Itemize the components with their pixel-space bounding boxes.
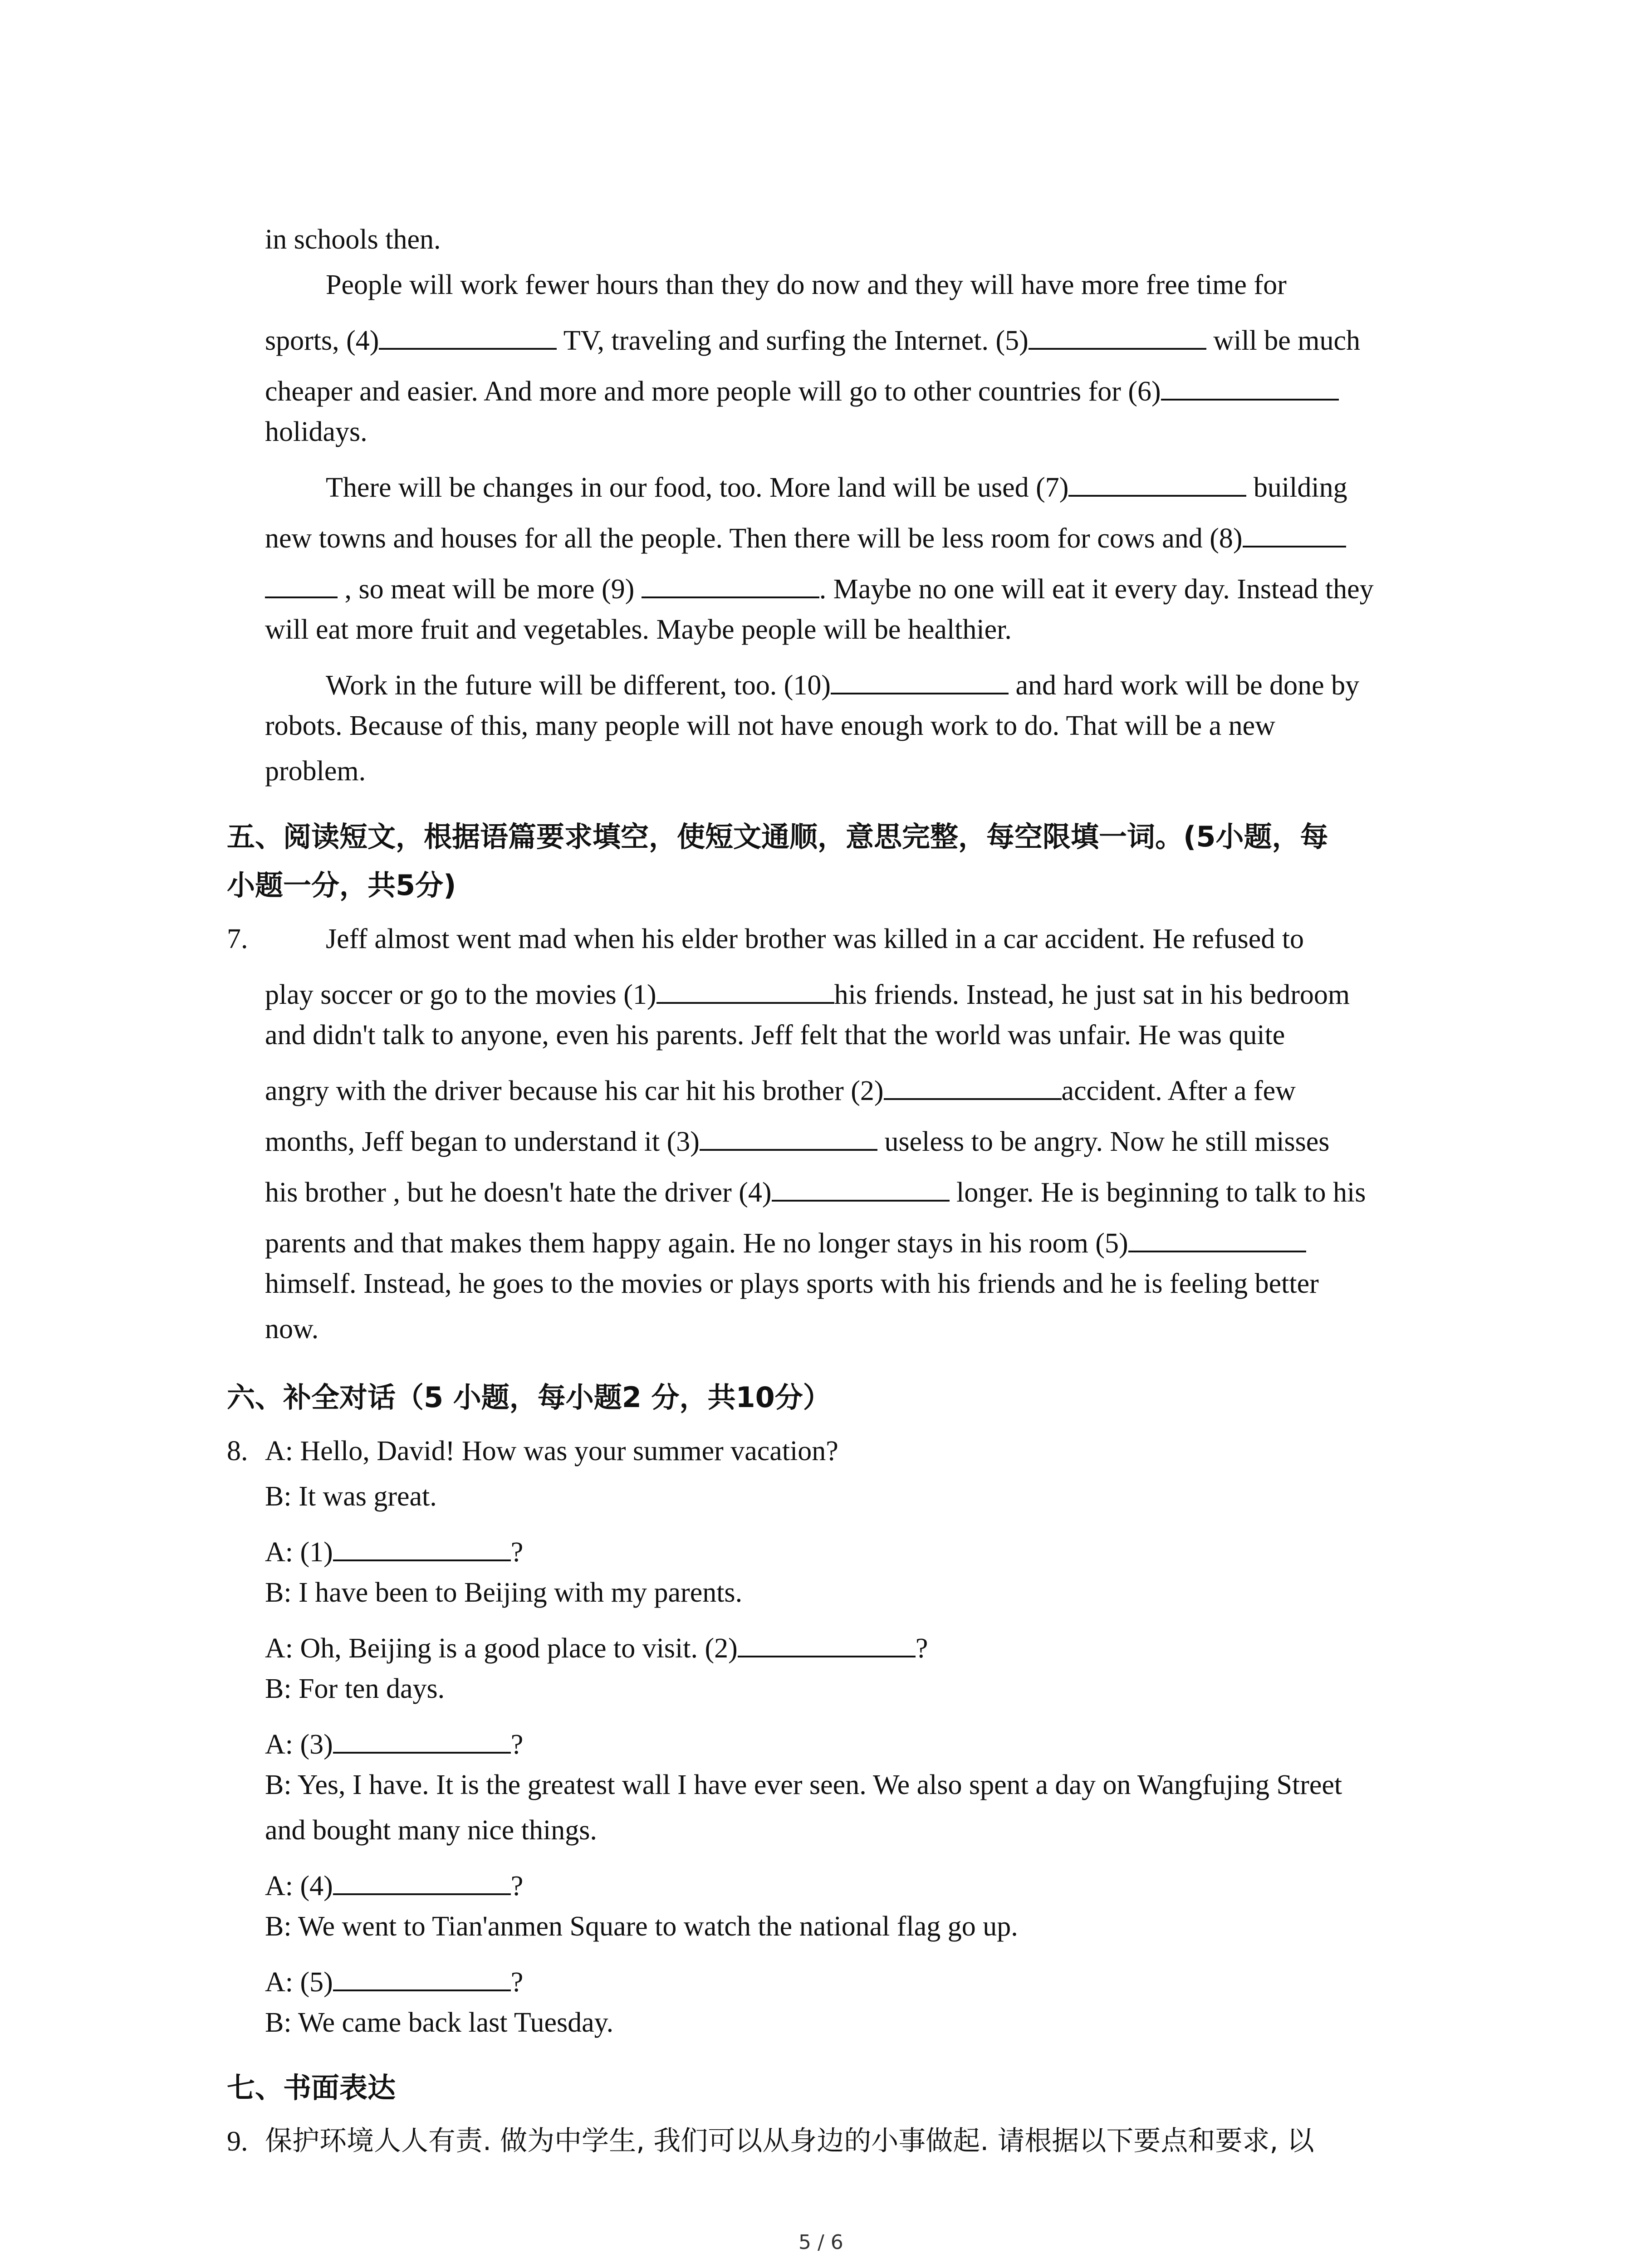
answer-blank: [1029, 322, 1206, 350]
answer-blank: [333, 1533, 511, 1561]
page-number: 5 / 6: [798, 2231, 843, 2254]
answer-blank: [1161, 372, 1339, 401]
text-span: and hard work will be done by: [1009, 670, 1360, 701]
text-line: now.: [265, 1314, 319, 1344]
text-line: [265, 1224, 1306, 1257]
text-span: TV, traveling and surfing the Internet. (5): [557, 325, 1029, 356]
answer-blank: [884, 1072, 1062, 1100]
dialogue-line: B: We came back last Tuesday.: [265, 2007, 614, 2038]
section-heading: 六、补全对话（5 小题，每小题2 分，共10分）: [227, 1381, 831, 1414]
text-line: [265, 570, 1374, 603]
answer-blank: [333, 1963, 511, 1991]
text-line: [326, 469, 1347, 502]
text-span: . Maybe no one will eat it every day. Instead they: [819, 574, 1374, 605]
text-span: will be much: [1206, 325, 1361, 356]
text-span: There will be changes in our food, too. More land will be used (7): [326, 472, 1069, 503]
answer-blank: [333, 1867, 511, 1895]
text-span: A: (1): [265, 1537, 333, 1568]
text-line: Jeff almost went mad when his elder brother was killed in a car accident. He refused to: [326, 924, 1304, 954]
text-line: [265, 372, 1339, 406]
text-line: [326, 666, 1359, 699]
answer-blank: [1128, 1224, 1306, 1252]
text-span: cheaper and easier. And more and more people will go to other countries for (6): [265, 376, 1161, 407]
text-line: and didn't talk to anyone, even his parents. Jeff felt that the world was unfair. He was quite: [265, 1020, 1285, 1051]
text-line: [265, 519, 1346, 552]
dialogue-line: [265, 1629, 928, 1662]
text-line: People will work fewer hours than they do now and they will have more free time for: [326, 269, 1287, 300]
text-span: , so meat will be more (9): [338, 574, 642, 605]
text-line: in schools then.: [265, 224, 441, 255]
text-span: parents and that makes them happy again. He no longer stays in his room (5): [265, 1228, 1128, 1259]
answer-blank: [656, 976, 834, 1004]
text-line: 保护环境人人有责. 做为中学生, 我们可以从身边的小事做起. 请根据以下要点和要求, 以: [265, 2125, 1314, 2157]
text-span: months, Jeff began to understand it (3): [265, 1126, 700, 1157]
text-span: sports, (4): [265, 325, 379, 356]
text-span: his friends. Instead, he just sat in his bedroom: [834, 979, 1350, 1010]
section-heading: 五、阅读短文，根据语篇要求填空，使短文通顺，意思完整，每空限填一词。(5小题，每: [227, 820, 1328, 853]
dialogue-line: [265, 1963, 523, 1996]
answer-blank: [265, 570, 338, 598]
text-line: holidays.: [265, 416, 367, 447]
text-span: A: Oh, Beijing is a good place to visit. (2): [265, 1633, 738, 1664]
section-heading: 小题一分，共5分): [227, 869, 456, 902]
text-span: Work in the future will be different, too. (10): [326, 670, 831, 701]
dialogue-line: and bought many nice things.: [265, 1815, 597, 1846]
text-span: A: (4): [265, 1871, 333, 1901]
answer-blank: [333, 1725, 511, 1754]
text-span: his brother , but he doesn't hate the driver (4): [265, 1177, 772, 1208]
text-span: angry with the driver because his car hit his brother (2): [265, 1075, 884, 1106]
text-span: A: (3): [265, 1729, 333, 1760]
text-span: ?: [510, 1537, 524, 1568]
answer-blank: [379, 322, 557, 350]
dialogue-line: B: We went to Tian'anmen Square to watch the national flag go up.: [265, 1911, 1018, 1942]
dialogue-line: B: I have been to Beijing with my parents.: [265, 1577, 743, 1608]
dialogue-line: B: For ten days.: [265, 1673, 445, 1704]
text-line: [265, 322, 1360, 355]
section-heading: 七、书面表达: [227, 2071, 396, 2104]
dialogue-line: B: Yes, I have. It is the greatest wall I have ever seen. We also spent a day on Wangfujing Street: [265, 1769, 1342, 1800]
text-line: will eat more fruit and vegetables. Maybe people will be healthier.: [265, 614, 1012, 645]
question-number: 8.: [227, 1436, 248, 1466]
text-line: [265, 976, 1350, 1009]
text-line: himself. Instead, he goes to the movies or plays sports with his friends and he is feeling better: [265, 1268, 1319, 1299]
answer-blank: [738, 1629, 916, 1657]
text-span: ?: [510, 1871, 524, 1901]
dialogue-line: A: Hello, David! How was your summer vacation?: [265, 1436, 838, 1466]
text-span: A: (5): [265, 1967, 333, 1998]
dialogue-line: B: It was great.: [265, 1481, 437, 1512]
question-number: 9.: [227, 2126, 248, 2157]
text-span: longer. He is beginning to talk to his: [949, 1177, 1366, 1208]
dialogue-line: [265, 1867, 523, 1900]
answer-blank: [700, 1123, 877, 1151]
text-line: [265, 1173, 1366, 1207]
text-line: robots. Because of this, many people will not have enough work to do. That will be a new: [265, 710, 1275, 741]
text-span: accident. After a few: [1061, 1075, 1296, 1106]
dialogue-line: [265, 1725, 523, 1759]
text-span: useless to be angry. Now he still misses: [877, 1126, 1330, 1157]
question-number: 7.: [227, 924, 248, 954]
text-span: building: [1246, 472, 1347, 503]
answer-blank: [831, 666, 1009, 694]
answer-blank: [642, 570, 819, 598]
text-span: ?: [510, 1967, 524, 1998]
text-span: play soccer or go to the movies (1): [265, 979, 656, 1010]
answer-blank: [772, 1173, 950, 1202]
answer-blank: [1243, 519, 1346, 547]
text-line: problem.: [265, 756, 366, 787]
text-line: [265, 1123, 1329, 1156]
text-span: ?: [915, 1633, 928, 1664]
answer-blank: [1068, 469, 1246, 497]
dialogue-line: [265, 1533, 523, 1566]
text-span: new towns and houses for all the people. Then there will be less room for cows and (8): [265, 523, 1243, 554]
text-line: [265, 1072, 1296, 1105]
text-span: ?: [510, 1729, 524, 1760]
